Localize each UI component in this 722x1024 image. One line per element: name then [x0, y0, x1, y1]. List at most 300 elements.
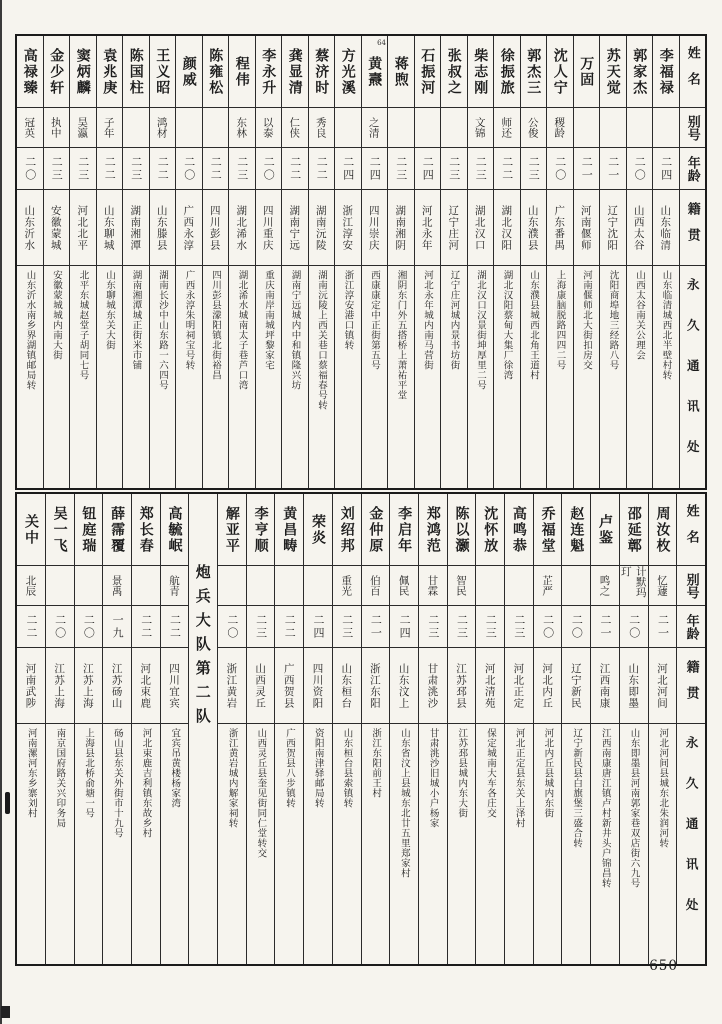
header-address: 永久通讯处: [685, 278, 701, 481]
person-origin: 河北永年: [415, 190, 441, 266]
scan-artifact-left-edge: [0, 0, 2, 1024]
person-name: 沈怀放: [476, 494, 504, 566]
person-column: [475, 494, 504, 964]
person-alias: [218, 566, 246, 606]
person-address: 河北束鹿吉利镇东故乡村: [140, 728, 152, 838]
person-name: 吴一飞: [46, 494, 74, 566]
person-address: 山东即墨县河南郭家巷双店街六九号: [628, 728, 640, 888]
person-origin: 河南武陟: [17, 648, 45, 724]
person-address: 河北河间县城东北朱润河转: [657, 728, 669, 848]
row-header-column: [679, 36, 706, 488]
person-origin: 河北北平: [70, 190, 96, 266]
person-age: 二三: [505, 606, 533, 648]
person-origin: 河南偃师: [574, 190, 600, 266]
person-column: [45, 494, 74, 964]
person-column: [281, 36, 308, 488]
person-alias: [415, 108, 441, 148]
person-age: 二一: [649, 606, 677, 648]
person-alias: 景禹: [103, 566, 131, 606]
person-name: 石振河: [415, 36, 441, 108]
person-origin: 河北内丘: [534, 648, 562, 724]
person-age: 二二: [17, 606, 45, 648]
person-name: 郭家杰: [627, 36, 653, 108]
person-origin: 山东桓台: [333, 648, 361, 724]
person-column: [546, 36, 573, 488]
person-age: 二一: [574, 148, 600, 190]
person-address: 湖南长沙中山东路一六四号: [157, 270, 168, 390]
person-alias: 北辰: [17, 566, 45, 606]
person-alias: [132, 566, 160, 606]
person-column: [303, 494, 332, 964]
person-column: [504, 494, 533, 964]
person-column: [361, 36, 388, 488]
person-age: 二三: [468, 148, 494, 190]
person-column: [387, 36, 414, 488]
person-address: 南京国府路关兴印务局: [54, 728, 66, 828]
person-origin: 四川宜宾: [161, 648, 189, 724]
person-origin: 山东即墨: [620, 648, 648, 724]
person-name: 金少轩: [44, 36, 70, 108]
person-alias: [600, 108, 626, 148]
person-column: [447, 494, 476, 964]
person-name: 郑长春: [132, 494, 160, 566]
person-alias: 芷严: [534, 566, 562, 606]
header-name: 姓名: [677, 494, 705, 566]
person-name: 卢鉴: [591, 494, 619, 566]
person-column: [246, 494, 275, 964]
person-name: 郭杰三: [521, 36, 547, 108]
person-origin: 安徽蒙城: [44, 190, 70, 266]
person-age: 二三: [44, 148, 70, 190]
person-age: 二〇: [547, 148, 573, 190]
person-age: 二二: [150, 148, 176, 190]
person-age: 二〇: [627, 148, 653, 190]
person-column: [418, 494, 447, 964]
person-origin: 山东滕县: [150, 190, 176, 266]
scan-artifact-blob: [5, 792, 10, 814]
person-name: 蔡济时: [309, 36, 335, 108]
person-name: 关中: [17, 494, 45, 566]
person-origin: 广东番禺: [547, 190, 573, 266]
row-header-column: [676, 494, 705, 964]
person-column: [17, 494, 45, 964]
person-name: 蒋煦: [388, 36, 414, 108]
person-alias: 仁侠: [282, 108, 308, 148]
person-origin: 辽宁沈阳: [600, 190, 626, 266]
person-age: 二二: [132, 606, 160, 648]
scan-artifact-corner: [1, 1006, 10, 1018]
person-column: [69, 36, 96, 488]
person-address: 浙江淳安港口镇转: [342, 270, 354, 350]
person-column: [17, 36, 43, 488]
person-column: [626, 36, 653, 488]
person-address: 四川彭县濛阳镇北街裕昌: [210, 270, 221, 380]
person-alias: [75, 566, 103, 606]
person-column: [619, 494, 648, 964]
person-age: 二三: [247, 606, 275, 648]
person-alias: 执中: [44, 108, 70, 148]
person-origin: 湖北浠水: [229, 190, 255, 266]
person-origin: 河北河间: [649, 648, 677, 724]
person-address: 山西灵丘县奎见街同仁堂转交: [255, 728, 267, 858]
person-age: 二三: [441, 148, 467, 190]
person-origin: 四川重庆: [256, 190, 282, 266]
person-age: 二〇: [620, 606, 648, 648]
person-origin: 辽宁新民: [562, 648, 590, 724]
person-age: 二二: [275, 606, 303, 648]
person-age: 二二: [203, 148, 229, 190]
person-name: 高鸣恭: [505, 494, 533, 566]
person-address: 沈阳商埠地三经路八号: [607, 270, 619, 370]
person-column: [599, 36, 626, 488]
person-address: 河北永年城内南马营街: [422, 270, 433, 370]
person-column: [520, 36, 547, 488]
person-column: [332, 494, 361, 964]
person-address: 安徽蒙城城内南大街: [51, 270, 62, 360]
person-name: 薛霈覆: [103, 494, 131, 566]
person-address: 重庆南岸南城坪黎家宅: [263, 270, 274, 370]
page-number: 650: [649, 958, 678, 974]
person-address: 上海康脑脱路四四二号: [554, 270, 566, 370]
person-age: 二三: [388, 148, 414, 190]
person-name: 刘绍邦: [333, 494, 361, 566]
person-column: [361, 494, 390, 964]
person-origin: 甘肃洮沙: [419, 648, 447, 724]
person-origin: 江苏上海: [75, 648, 103, 724]
person-address: 湖北汉口汉景街坤厚里二号: [475, 270, 486, 390]
person-name: 李亨顺: [247, 494, 275, 566]
person-column: [467, 36, 494, 488]
person-age: 二三: [521, 148, 547, 190]
person-column: [131, 494, 160, 964]
person-column: [590, 494, 619, 964]
person-name: 郑鸿范: [419, 494, 447, 566]
person-column: [96, 36, 123, 488]
header-origin: 籍贯: [677, 648, 705, 724]
person-address: 广西贺县八步镇转: [284, 728, 296, 808]
person-address: 河南偃师北大街扣房交: [581, 270, 592, 370]
person-age: 二〇: [46, 606, 74, 648]
person-name: 李启年: [390, 494, 418, 566]
person-origin: 四川资阳: [304, 648, 332, 724]
person-age: 二一: [591, 606, 619, 648]
person-address: 浙江黄岩城内解家祠转: [226, 728, 238, 828]
person-address: 湖南沅陵上西关巷口蔡福春号转: [316, 270, 327, 410]
person-age: 二三: [70, 148, 96, 190]
person-alias: [653, 108, 679, 148]
person-column: [414, 36, 441, 488]
person-origin: 山东沂水: [17, 190, 43, 266]
person-alias: [176, 108, 202, 148]
person-origin: 广西贺县: [275, 648, 303, 724]
person-origin: 广西永淳: [176, 190, 202, 266]
person-column: [175, 36, 202, 488]
person-origin: 江苏邳县: [448, 648, 476, 724]
person-address: 湖北汉阳蔡甸大集厂徐湾: [501, 270, 513, 380]
person-origin: 四川彭县: [203, 190, 229, 266]
person-alias: 智民: [448, 566, 476, 606]
person-alias: 甘霖: [419, 566, 447, 606]
person-column: [334, 36, 361, 488]
person-address: 浙江东阳前王村: [370, 728, 382, 798]
person-age: 二一: [600, 148, 626, 190]
person-address: 河北正定县东关上泽村: [513, 728, 525, 828]
person-age: 二三: [419, 606, 447, 648]
person-age: 二四: [304, 606, 332, 648]
person-column: [74, 494, 103, 964]
roster-table-top: [15, 34, 707, 490]
person-address: 资阳南津驿邮局转: [312, 728, 324, 808]
person-column: [389, 494, 418, 964]
person-address: 湖南宁远城内中和镇隆兴坊: [289, 270, 301, 390]
person-alias: 师还: [494, 108, 520, 148]
person-column: [149, 36, 176, 488]
person-address: 上海县北桥俞塘一号: [83, 728, 95, 818]
person-origin: 山东临清: [653, 190, 679, 266]
person-column: [533, 494, 562, 964]
person-origin: 湖南宁远: [282, 190, 308, 266]
person-column: [493, 36, 520, 488]
person-alias: 秀良: [309, 108, 335, 148]
person-age: 二四: [362, 148, 388, 190]
person-name: 万固: [574, 36, 600, 108]
person-alias: [335, 108, 361, 148]
person-column: [102, 494, 131, 964]
person-alias: 重光: [333, 566, 361, 606]
person-name: 乔福堂: [534, 494, 562, 566]
person-address: 山东临清城西北半壁村转: [660, 270, 672, 380]
person-column: [274, 494, 303, 964]
header-age: 年龄: [677, 606, 705, 648]
person-name: 高毓岷: [161, 494, 189, 566]
person-alias: [476, 566, 504, 606]
person-address: 辽宁新民县白旗堡三盛合转: [571, 728, 583, 848]
header-alias: 别号: [680, 108, 706, 148]
person-name: 苏天觉: [600, 36, 626, 108]
person-address: 江苏邳县城内东大街: [456, 728, 468, 818]
person-address: 湖南湘潭城正街米市铺: [130, 270, 142, 370]
person-alias: 昊瀛: [70, 108, 96, 148]
person-address: 砀山县东关外街市十九号: [111, 728, 123, 838]
person-alias: 航青: [161, 566, 189, 606]
header-alias: 别号: [677, 566, 705, 606]
person-alias: 公俊: [521, 108, 547, 148]
person-column: [160, 494, 189, 964]
person-age: 二三: [123, 148, 149, 190]
person-alias: 鸣之: [591, 566, 619, 606]
person-age: 二〇: [17, 148, 43, 190]
person-origin: 湖北汉口: [468, 190, 494, 266]
person-address: 保定城南大车各庄交: [484, 728, 496, 818]
person-name: 李永升: [256, 36, 282, 108]
person-alias: [562, 566, 590, 606]
person-age: 二三: [448, 606, 476, 648]
person-address: 湘阴东门外五搭桥上萧祐平堂: [395, 270, 407, 400]
person-age: 二三: [229, 148, 255, 190]
person-alias: [505, 566, 533, 606]
person-age: 二〇: [75, 606, 103, 648]
person-name: 陈以灏: [448, 494, 476, 566]
person-name: 陈国柱: [123, 36, 149, 108]
person-alias: 东林: [229, 108, 255, 148]
person-alias: [574, 108, 600, 148]
person-origin: 湖南湘潭: [123, 190, 149, 266]
person-address: 山东桓台县索镇转: [341, 728, 353, 808]
person-column: [652, 36, 679, 488]
person-address: 辽宁庄河城内景书坊街: [448, 270, 460, 370]
person-origin: 江苏砀山: [103, 648, 131, 724]
person-alias: [203, 108, 229, 148]
person-column: [202, 36, 229, 488]
header-name: 姓名: [680, 36, 706, 108]
person-origin: 山西灵丘: [247, 648, 275, 724]
person-age: 二三: [476, 606, 504, 648]
person-name: 高禄臻: [17, 36, 43, 108]
person-alias: 以泰: [256, 108, 282, 148]
person-column: [573, 36, 600, 488]
person-age: 二二: [97, 148, 123, 190]
person-name: 徐振旅: [494, 36, 520, 108]
person-age: 二〇: [256, 148, 282, 190]
header-address: 永久通讯处: [684, 736, 700, 939]
person-alias: 鸿材: [150, 108, 176, 148]
person-origin: 山西太谷: [627, 190, 653, 266]
person-alias: [304, 566, 332, 606]
roster-table-bottom: [15, 492, 707, 966]
person-alias: 冠英: [17, 108, 43, 148]
person-origin: 湖南湘阴: [388, 190, 414, 266]
person-name: 程伟: [229, 36, 255, 108]
person-name: 李福禄: [653, 36, 679, 108]
person-alias: [247, 566, 275, 606]
person-name: 龚显清: [282, 36, 308, 108]
person-age: 二二: [494, 148, 520, 190]
person-address: 湖北浠水城南太子巷芦口湾: [236, 270, 248, 390]
person-column: [561, 494, 590, 964]
person-origin: 山东濮县: [521, 190, 547, 266]
person-name: 荣炎: [304, 494, 332, 566]
person-address: 河南漯河东乡寨刘村: [25, 728, 37, 818]
person-age: 二四: [653, 148, 679, 190]
person-column: [308, 36, 335, 488]
footnote-mark: 64: [377, 39, 386, 47]
person-name: 赵连魁: [562, 494, 590, 566]
person-address: 甘肃洮沙旧城小户杨家: [427, 728, 439, 828]
person-alias: [275, 566, 303, 606]
person-name: 黄昌畴: [275, 494, 303, 566]
person-column: [228, 36, 255, 488]
person-address: 山东聊城东关大街: [104, 270, 115, 350]
person-address: 山东省汶上县城东北廿五里郑家村: [398, 728, 410, 878]
person-origin: 山东聊城: [97, 190, 123, 266]
person-address: 河北内丘县城内东街: [542, 728, 554, 818]
person-age: 二二: [161, 606, 189, 648]
person-age: 二〇: [562, 606, 590, 648]
person-alias: 佩民: [390, 566, 418, 606]
person-address: 广西永淳朱明祠宝号转: [183, 270, 195, 370]
person-alias: 伯百: [362, 566, 390, 606]
person-name: 王义昭: [150, 36, 176, 108]
person-name: 袁兆庚: [97, 36, 123, 108]
person-origin: 湖北汉阳: [494, 190, 520, 266]
header-origin: 籍贯: [680, 190, 706, 266]
person-age: 二二: [309, 148, 335, 190]
person-alias: 子年: [97, 108, 123, 148]
person-column: [440, 36, 467, 488]
person-address: 北平东城赵堂子胡同七号: [77, 270, 89, 380]
person-name: 张叔之: [441, 36, 467, 108]
person-origin: 四川崇庆: [362, 190, 388, 266]
person-origin: 辽宁庄河: [441, 190, 467, 266]
person-alias: 之清: [362, 108, 388, 148]
person-name: 周汝枚: [649, 494, 677, 566]
person-origin: 浙江淳安: [335, 190, 361, 266]
person-name: 解亚平: [218, 494, 246, 566]
person-origin: 河北束鹿: [132, 648, 160, 724]
header-age: 年龄: [680, 148, 706, 190]
person-address: 山西太谷南关公理会: [634, 270, 645, 360]
person-alias: [46, 566, 74, 606]
person-name: 方光溪: [335, 36, 361, 108]
person-age: 二四: [335, 148, 361, 190]
person-name: 黄燾 64: [362, 36, 388, 108]
person-column: [648, 494, 677, 964]
person-origin: 浙江黄岩: [218, 648, 246, 724]
person-age: 二〇: [534, 606, 562, 648]
person-age: 二一: [362, 606, 390, 648]
person-alias: [441, 108, 467, 148]
person-name: 陈雍松: [203, 36, 229, 108]
person-column: [122, 36, 149, 488]
person-origin: 河北正定: [505, 648, 533, 724]
person-age: 二二: [282, 148, 308, 190]
person-alias: 忆蘧: [649, 566, 677, 606]
person-name: 钮庭瑞: [75, 494, 103, 566]
person-origin: 河北清苑: [476, 648, 504, 724]
person-age: 二〇: [176, 148, 202, 190]
person-address: 山东沂水南乡界湖镇邮局转: [24, 270, 36, 390]
person-address: 山东濮县城西北角王道村: [528, 270, 539, 380]
person-name: 邵延鄣: [620, 494, 648, 566]
person-name: 颜威: [176, 36, 202, 108]
person-age: 一九: [103, 606, 131, 648]
person-alias: [123, 108, 149, 148]
person-address: 宜宾吊黄楼杨家湾: [169, 728, 181, 808]
person-age: 二四: [415, 148, 441, 190]
person-name: 窦炳麟: [70, 36, 96, 108]
person-origin: 江苏上海: [46, 648, 74, 724]
person-column: [255, 36, 282, 488]
person-column: [43, 36, 70, 488]
person-age: 二〇: [218, 606, 246, 648]
person-alias: [388, 108, 414, 148]
person-name: 沈人宁: [547, 36, 573, 108]
person-age: 二三: [333, 606, 361, 648]
person-name: 金仲原: [362, 494, 390, 566]
person-alias: 稷龄: [547, 108, 573, 148]
person-age: 二四: [390, 606, 418, 648]
person-origin: 山东汶上: [390, 648, 418, 724]
person-origin: 浙江东阳: [362, 648, 390, 724]
person-address: 江西南康唐江镇卢村新井头户锦昌转: [599, 728, 611, 888]
person-alias: 计默玛玎: [620, 566, 648, 606]
person-origin: 湖南沅陵: [309, 190, 335, 266]
person-address: 西康康定中正街第五号: [369, 270, 380, 370]
person-name: 柴志刚: [468, 36, 494, 108]
person-alias: 文锦: [468, 108, 494, 148]
person-alias: [627, 108, 653, 148]
section-divider-label: 炮兵大队第二队: [193, 564, 212, 732]
